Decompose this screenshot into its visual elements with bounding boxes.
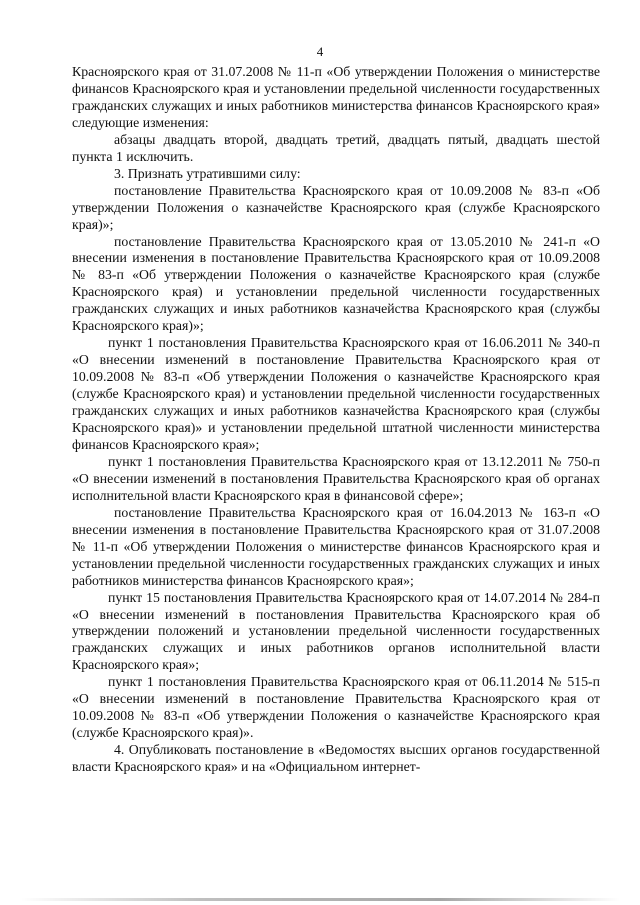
paragraph-item-4-publish: 4. Опубликовать постановление в «Ведомостях высших органов государственной власти Красноярского края» и на «Официальном интернет- bbox=[72, 742, 600, 775]
paragraph-repeal-241p: постановление Правительства Красноярского края от 13.05.2010 № 241-п «О внесении изменения в постановление Правительства Красноярского края от 10.09.2008 № 83-п «Об утверждении Положения о казначействе Красноярского края (службе Красноярского края) и установлении предельной численности государственных гражданских служащих и иных работников казначейства Красноярского края (службы Красноярского края)»; bbox=[72, 233, 600, 334]
paragraph-repeal-163p: постановление Правительства Красноярского края от 16.04.2013 № 163-п «О внесении изменения в постановление Правительства Красноярского края от 31.07.2008 № 11-п «Об утверждении Положения о министерстве финансов Красноярского края и установлении предельной численности государственных гражданских служащих и иных работников министерства финансов Красноярского края»; bbox=[72, 504, 600, 588]
paragraph-repeal-750p: пункт 1 постановления Правительства Красноярского края от 13.12.2011 № 750-п «О внесении изменений в постановления Правительства Красноярского края об органах исполнительной власти Красноярского края в финансовой сфере»; bbox=[72, 453, 600, 503]
page-number: 4 bbox=[316, 44, 324, 59]
paragraph-repeal-284p: пункт 15 постановления Правительства Красноярского края от 14.07.2014 № 284-п «О внесении изменений в постановления Правительства Красноярского края об утверждении положений и установлении предельной численности государственных гражданских служащих и иных работников органов исполнительной власти Красноярского края»; bbox=[72, 589, 600, 673]
paragraph-exclude-clauses: абзацы двадцать второй, двадцать третий, двадцать пятый, двадцать шестой пункта 1 исключить. bbox=[72, 131, 600, 164]
paragraph-item-3-heading: 3. Признать утратившими силу: bbox=[114, 165, 301, 181]
paragraph-repeal-515p: пункт 1 постановления Правительства Красноярского края от 06.11.2014 № 515-п «О внесении изменений в постановление Правительства Красноярского края от 10.09.2008 № 83-п «Об утверждении Положения о казначействе Красноярского края (службе Красноярского края)». bbox=[72, 674, 600, 741]
document-body bbox=[72, 64, 600, 776]
paragraph-amendment-target: Красноярского края от 31.07.2008 № 11-п «Об утверждении Положения о министерстве финансов Красноярского края и установлении предельной численности государственных гражданских служащих и иных работников министерства финансов Красноярского края» следующие изменения: bbox=[72, 64, 600, 130]
paragraph-repeal-83p: постановление Правительства Красноярского края от 10.09.2008 № 83-п «Об утверждении Положения о казначействе Красноярского края (службе Красноярского края)»; bbox=[72, 182, 600, 232]
scan-edge-shadow bbox=[20, 898, 620, 901]
paragraph-repeal-340p: пункт 1 постановления Правительства Красноярского края от 16.06.2011 № 340-п «О внесении изменений в постановление Правительства Красноярского края от 10.09.2008 № 83-п «Об утверждении Положения о казначействе Красноярского края (службе Красноярского края) и установлении предельной численности государственных гражданских служащих и иных работников казначейства Красноярского края (службы Красноярского края)» и установлении предельной штатной численности министерства финансов Красноярского края»; bbox=[72, 335, 600, 452]
